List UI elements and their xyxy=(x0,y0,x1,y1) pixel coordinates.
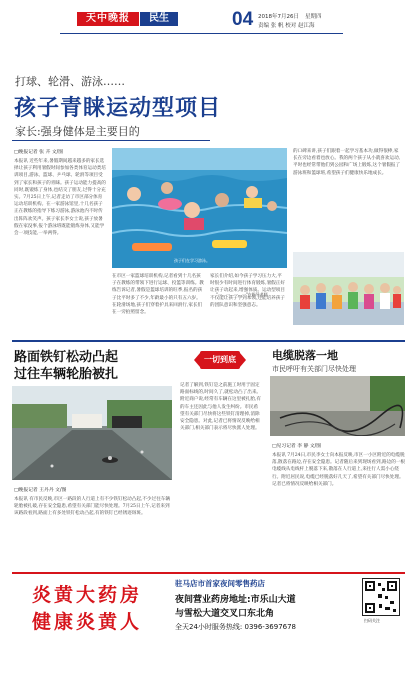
lead-byline: □晚报记者 张 卉 文/图 xyxy=(14,150,64,155)
header-rule xyxy=(60,33,343,34)
road-nails-photo xyxy=(12,386,172,480)
lead-column-1: 本报讯 近些年来,暑假期间越来越多的家长选择让孩子利用暑假时间参加各类体育运动类培训项目,游泳、篮球、乒乓球、轮滑等项目受到了家长和孩子的青睐。孩子运动能力提高的同时,既锻炼了身体,也结交了朋友,过得十分充实。7月25日上午,记者走访了市区部分体育运动培训机构。在一家游泳馆里,十几名孩子正在教练的指导下练习游泳,游泳池内不时传出阵阵欢笑声。孩子家长李女士说,孩子放暑假在家没事,报个游泳班既能锻炼身体,又能学会一项技能,一举两得。 xyxy=(14,159,106,237)
lead-sign-off: "一…一…一…一"在指导老师 xyxy=(216,292,268,297)
masthead xyxy=(0,0,415,40)
story2-body: 本报讯 有市民反映,市区一路段的人行道上有不少铁钉松动凸起,不少过往车辆轮胎被扎破,存在安全隐患,希望有关部门能尽快处理。7月25日上午,记者来到该路段看到,路面上有多处铁钉松动凸起,有的铁钉已经锈迹斑斑。 xyxy=(14,497,170,517)
ad-hotline: 全天24小时服务热线: 0396-3697678 xyxy=(175,623,297,631)
cable-photo xyxy=(270,376,405,436)
story2-title-line1: 路面铁钉松动凸起 xyxy=(14,350,119,365)
lead-column-3: 家长们介绍,如今孩子学习压力大,平时很少有时间进行体育锻炼,暑假正好让孩子动起来,增强体质。运动型项目不仅能让孩子学到本领,还能培养孩子的团队意识和坚强意志。 xyxy=(210,274,285,308)
story3-title-line1: 电缆脱落一地 xyxy=(272,349,338,362)
page-number: 04 xyxy=(232,9,254,30)
children-group-photo xyxy=(293,252,404,325)
lead-rule xyxy=(12,140,210,141)
story3-title-line2: 市民呼吁有关部门尽快处理 xyxy=(272,365,356,373)
lead-kicker: 打球、轮滑、游泳…… xyxy=(15,75,125,88)
swimming-photo xyxy=(112,148,287,268)
lead-right-column: 的口碑来讲,孩子们跟着一起学习基本功,做得很棒,家长在旁边看着也放心。我的两个孩子从小就喜欢运动,平时也经常带他们到公园和广场上锻炼,这个暑假报了游泳班和篮球班,希望孩子们健康快乐地成长。 xyxy=(293,149,401,176)
story3-body: 本报讯 7月24日,市民李女士向本报反映,市区一小区附近的电缆脱落,散落在路边,存在安全隐患。记者随后来到现场看到,路边的一根电缆线从电线杆上脱落下来,散落在人行道上,来往行人需小心绕行。附近居民说,电缆已经脱落好几天了,希望有关部门尽快处理。记者已将情况反映给相关部门。 xyxy=(272,453,405,487)
story2-byline: □晚报记者 王丹丹 文/图 xyxy=(14,488,67,493)
story3-byline: □见习记者 李 静 文/图 xyxy=(272,444,322,449)
editor-credits: 责编 张 帆 校对 赵江海 xyxy=(258,23,315,29)
issue-date: 2018年7月26日 xyxy=(258,14,299,20)
ad-slogan-2: 健康炎黄人 xyxy=(32,611,143,633)
newspaper-logo: 天中晚报 xyxy=(77,12,139,26)
lead-column-2: 在市区一家篮球培训机构,记者看到十几名孩子在教练的带领下进行运球、投篮等训练。教练告诉记者,暑假是篮球培训的旺季,报名的孩子比平时多了不少,年龄最小的只有五六岁。在轮滑场地,孩子们穿着护具来回滑行,家长们在一旁拍照留念。 xyxy=(112,274,204,316)
section-divider xyxy=(12,340,405,342)
qr-code-caption: 扫码关注 xyxy=(364,618,380,623)
ad-headline: 驻马店市首家夜间零售药店 xyxy=(175,579,265,588)
qr-code-icon xyxy=(362,578,400,616)
story2-title-line2: 过往车辆轮胎被扎 xyxy=(14,367,119,382)
ad-address-2: 与雪松大道交叉口东北角 xyxy=(175,609,275,619)
ad-address: 夜间营业药房地址:市乐山大道 xyxy=(175,595,296,605)
ad-top-rule xyxy=(12,572,405,574)
lead-subhead: 家长:强身健体是主要目的 xyxy=(15,125,140,138)
dig-deep-title: 一切到底 xyxy=(204,355,236,364)
lead-headline: 孩子青睐运动型项目 xyxy=(14,96,222,121)
ad-slogan-1: 炎黄大药房 xyxy=(32,584,143,606)
issue-weekday: 星期四 xyxy=(305,14,322,20)
banner-body: 记者了解到,铁钉是之前施工时用于固定路面标线的,时间久了,就松动凸了出来。附近商户说,经常有车辆在这里被扎胎,有的车主还因此与他人发生纠纷。市民希望有关部门尽快将这些铁钉清理掉,消除安全隐患。对此,记者已将情况反映给相关部门,相关部门表示将尽快派人处理。 xyxy=(180,383,262,432)
dig-deep-banner xyxy=(180,348,260,372)
section-label: 民生 xyxy=(140,12,178,26)
swimming-photo-caption: 孩子们在学习游泳。 xyxy=(174,258,210,263)
pharmacy-ad xyxy=(12,572,405,652)
